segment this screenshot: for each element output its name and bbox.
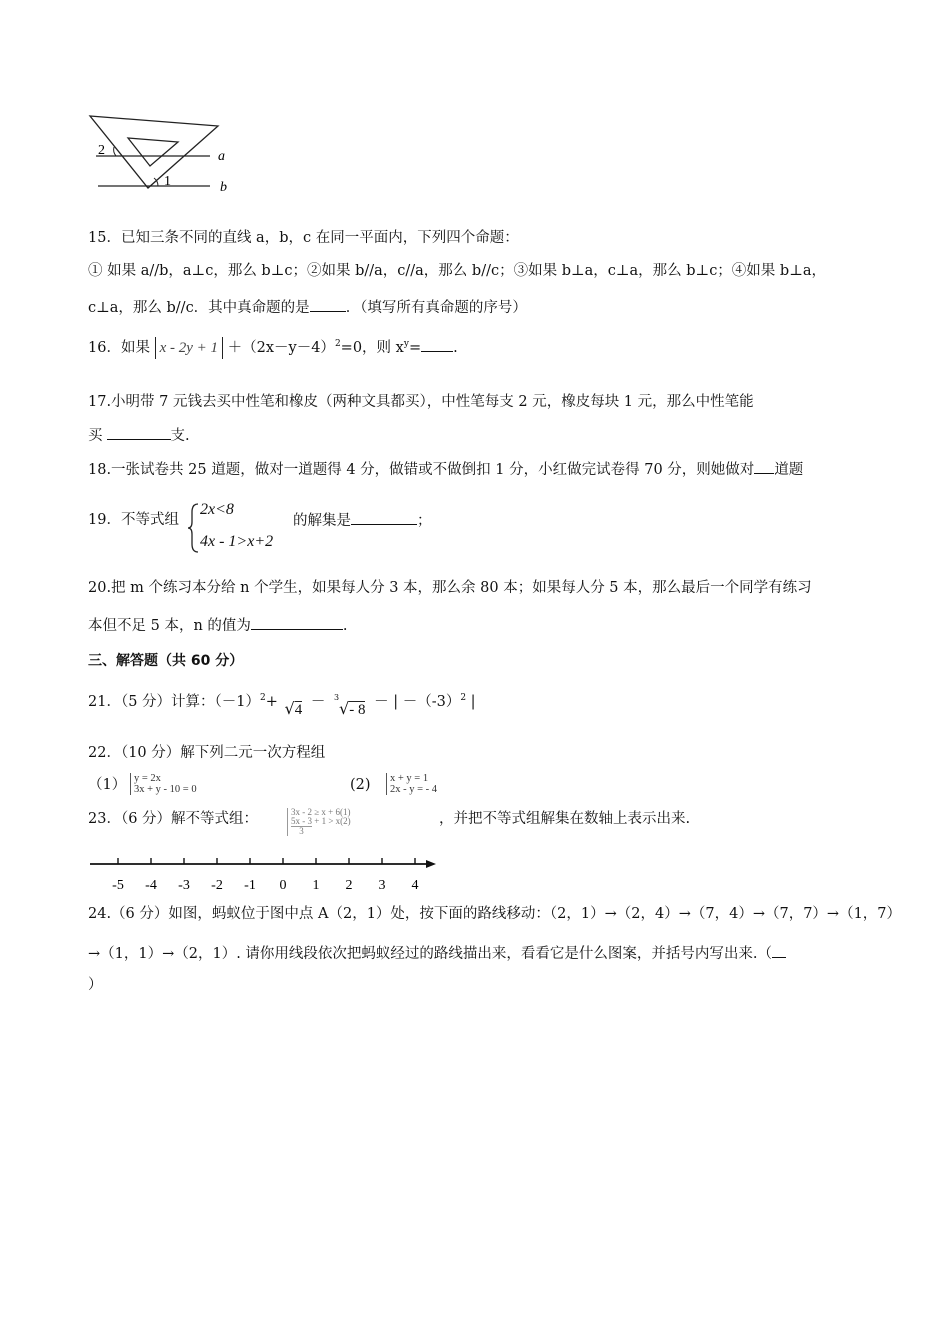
q24-line2-text: →（1，1）→（2，1）. 请你用线段依次把蚂蚁经过的路线描出来，看看它是什么图案，并括号内写出来.（ <box>88 946 773 962</box>
q22-part1-system <box>130 773 197 795</box>
q16-end: . <box>453 339 458 356</box>
q20-line1: 20.把 m 个练习本分给 n 个学生，如果每人分 3 本，那么余 80 本；如果每人分 5 本，那么最后一个同学有练习 <box>88 580 812 596</box>
q21-rest: － | －（-3） <box>374 693 461 710</box>
number-line-tick-label: 0 <box>279 878 287 893</box>
q19-suffix: 的解集是 <box>293 513 351 529</box>
triangle-parallel-lines-figure <box>86 110 246 200</box>
q18-text: 18.一张试卷共 25 道题，做对一道题得 4 分，做错或不做倒扣 1 分，小红做完试卷得 70 分，则她做对 <box>88 462 755 478</box>
number-line-tick-label: 3 <box>378 878 386 893</box>
q21-prefix: 21．（5 分）计算：（－1） <box>88 693 261 710</box>
q16-mid: ＋（2x－y－4） <box>227 339 335 356</box>
angle-2-label: 2 <box>98 143 105 158</box>
q22-part1-label: （1） <box>88 777 127 793</box>
q22-p1-eq2: 3x + y - 10 = 0 <box>134 784 197 795</box>
number-line-tick-label: 2 <box>345 878 353 893</box>
q16-abs-expression: x - 2y + 1 <box>155 337 223 359</box>
q21-close: | <box>466 693 476 710</box>
q21-exponent: 2 <box>260 693 266 703</box>
q22-p1-eq1: y = 2x <box>134 773 161 784</box>
number-line-tick-label: 4 <box>411 878 419 893</box>
q19-inequality-2: 4x - 1>x+2 <box>200 533 274 550</box>
number-line-tick-label: -2 <box>211 878 223 893</box>
q23-suffix: ，并把不等式组解集在数轴上表示出来. <box>439 811 691 827</box>
q20-line2 <box>88 615 348 636</box>
q19-brace-icon <box>188 502 200 554</box>
q16-prefix: 16．如果 <box>88 339 150 356</box>
q17-answer-blank[interactable] <box>107 425 171 440</box>
q15-line3 <box>88 297 527 318</box>
q24-answer-blank[interactable] <box>772 943 786 958</box>
q20-line2-tail: . <box>342 618 348 634</box>
number-line-tick-label: -5 <box>112 878 124 893</box>
line-b-label: b <box>220 180 227 195</box>
q17-line2-text: 买 <box>88 428 103 444</box>
line-a-label: a <box>218 149 225 164</box>
q21-minus: － <box>310 693 326 710</box>
q23-ineq1: 3x - 2 ≥ x + 6(1) <box>291 807 351 817</box>
q21-exponent-2: 2 <box>460 693 467 703</box>
q19-suffix-line <box>293 510 432 531</box>
number-line <box>90 852 440 896</box>
q22-p2-eq2: 2x - y = - 4 <box>390 784 438 795</box>
q22-p2-eq1: x + y = 1 <box>390 773 429 784</box>
number-line-tick-label: -4 <box>145 878 157 893</box>
q22-part2-label: (2) <box>350 777 371 793</box>
q16-exponent: 2 <box>334 339 341 349</box>
q15-line2: ① 如果 a//b，a⊥c，那么 b⊥c；②如果 b//a，c//a，那么 b//c；③如果 b⊥a，c⊥a，那么 b⊥c；④如果 b⊥a， <box>88 263 826 279</box>
q19-end: ； <box>417 513 432 529</box>
q16-tail: =0，则 x <box>340 339 404 356</box>
q22-part2-system <box>386 773 437 795</box>
q16-exponent-y: y <box>403 339 409 349</box>
q21-plus: + <box>265 693 278 710</box>
q16-line <box>88 334 458 359</box>
q17-line1: 17.小明带 7 元钱去买中性笔和橡皮（两种文具都买），中性笔每支 2 元，橡皮每块 1 元，那么中性笔能 <box>88 394 754 410</box>
q23-prefix: 23．（6 分）解不等式组： <box>88 811 259 827</box>
number-line-tick-label: 1 <box>312 878 320 893</box>
q21-line <box>88 688 476 718</box>
q18-tail: 道题 <box>774 462 804 478</box>
number-line-tick-label: -1 <box>244 878 256 893</box>
q18-line <box>88 459 803 480</box>
q21-sqrt: √4 <box>284 698 303 718</box>
q22-title: 22．（10 分）解下列二元一次方程组 <box>88 745 326 761</box>
q18-answer-blank[interactable] <box>754 459 774 474</box>
section-3-heading: 三、解答题（共 60 分） <box>88 653 244 669</box>
angle-1-label: 1 <box>164 174 171 189</box>
q15-answer-blank[interactable] <box>310 297 346 312</box>
q24-line1: 24.（6 分）如图，蚂蚁位于图中点 A（2，1）处，按下面的路线移动：（2，1）→（2，4）→（7，4）→（7，7）→（1，7） <box>88 906 902 922</box>
q20-answer-blank[interactable] <box>251 615 343 630</box>
q15-line3-tail: ．（填写所有真命题的序号） <box>345 300 527 316</box>
q15-line1: 15．已知三条不同的直线 a，b，c 在同一平面内，下列四个命题： <box>88 230 519 246</box>
q21-cbrt: $^3$√- 8 <box>333 693 366 718</box>
q17-line2 <box>88 425 190 446</box>
q24-line3: ） <box>88 977 103 993</box>
q16-eq: = <box>408 339 422 356</box>
q19-prefix: 19．不等式组 <box>88 512 179 528</box>
q23-ineq2: $\frac{5x - 3}{3}$ + 1 > x(2) <box>291 816 351 836</box>
q16-answer-blank[interactable] <box>421 337 453 352</box>
q19-answer-blank[interactable] <box>351 510 417 525</box>
q24-line2 <box>88 943 786 964</box>
q19-inequality-1: 2x<8 <box>200 501 234 518</box>
number-line-tick-label: -3 <box>178 878 190 893</box>
q15-line3-text: c⊥a，那么 b//c．其中真命题的是 <box>88 300 310 316</box>
q17-line2-tail: 支. <box>170 428 190 444</box>
q20-line2-text: 本但不足 5 本，n 的值为 <box>88 618 251 634</box>
q23-inequality-system <box>287 808 441 836</box>
